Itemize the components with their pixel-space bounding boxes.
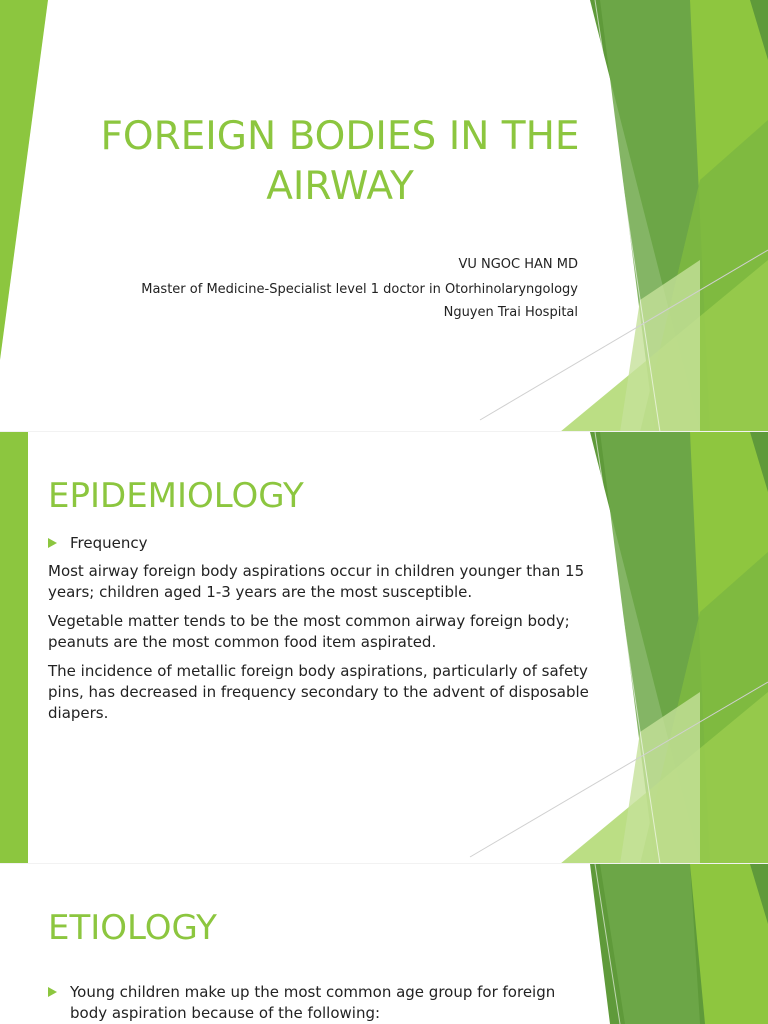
- bullet-arrow-icon: [48, 538, 57, 548]
- title-slide: [0, 0, 768, 432]
- etiology-slide: [0, 864, 768, 1024]
- presenter-name: VU NGOC HAN MD: [458, 257, 578, 272]
- bullet-item: [48, 982, 590, 1024]
- slide-heading: EPIDEMIOLOGY: [48, 476, 304, 516]
- bullet-label: Frequency: [70, 534, 148, 552]
- paragraph: Most airway foreign body aspirations occur in children younger than 15 years; children aged 1-3 years are the most susceptible.: [48, 562, 585, 601]
- presenter-title: Master of Medicine-Specialist level 1 doctor in Otorhinolaryngology: [141, 282, 578, 297]
- bullet-item: [48, 534, 148, 552]
- green-decoration: [0, 0, 768, 432]
- slide-title: FOREIGN BODIES IN THE AIRWAY: [100, 114, 580, 209]
- bullet-label: Young children make up the most common age group for foreign body aspiration because of the following:: [70, 983, 556, 1022]
- epidemiology-slide: [0, 432, 768, 864]
- paragraph: The incidence of metallic foreign body aspirations, particularly of safety pins, has decreased in frequency secondary to the advent of disposable diapers.: [48, 662, 589, 722]
- presenter-affiliation: Nguyen Trai Hospital: [443, 305, 578, 320]
- bullet-arrow-icon: [48, 987, 57, 997]
- slide-heading: ETIOLOGY: [48, 908, 217, 948]
- paragraph: Vegetable matter tends to be the most common airway foreign body; peanuts are the most common food item aspirated.: [48, 612, 570, 651]
